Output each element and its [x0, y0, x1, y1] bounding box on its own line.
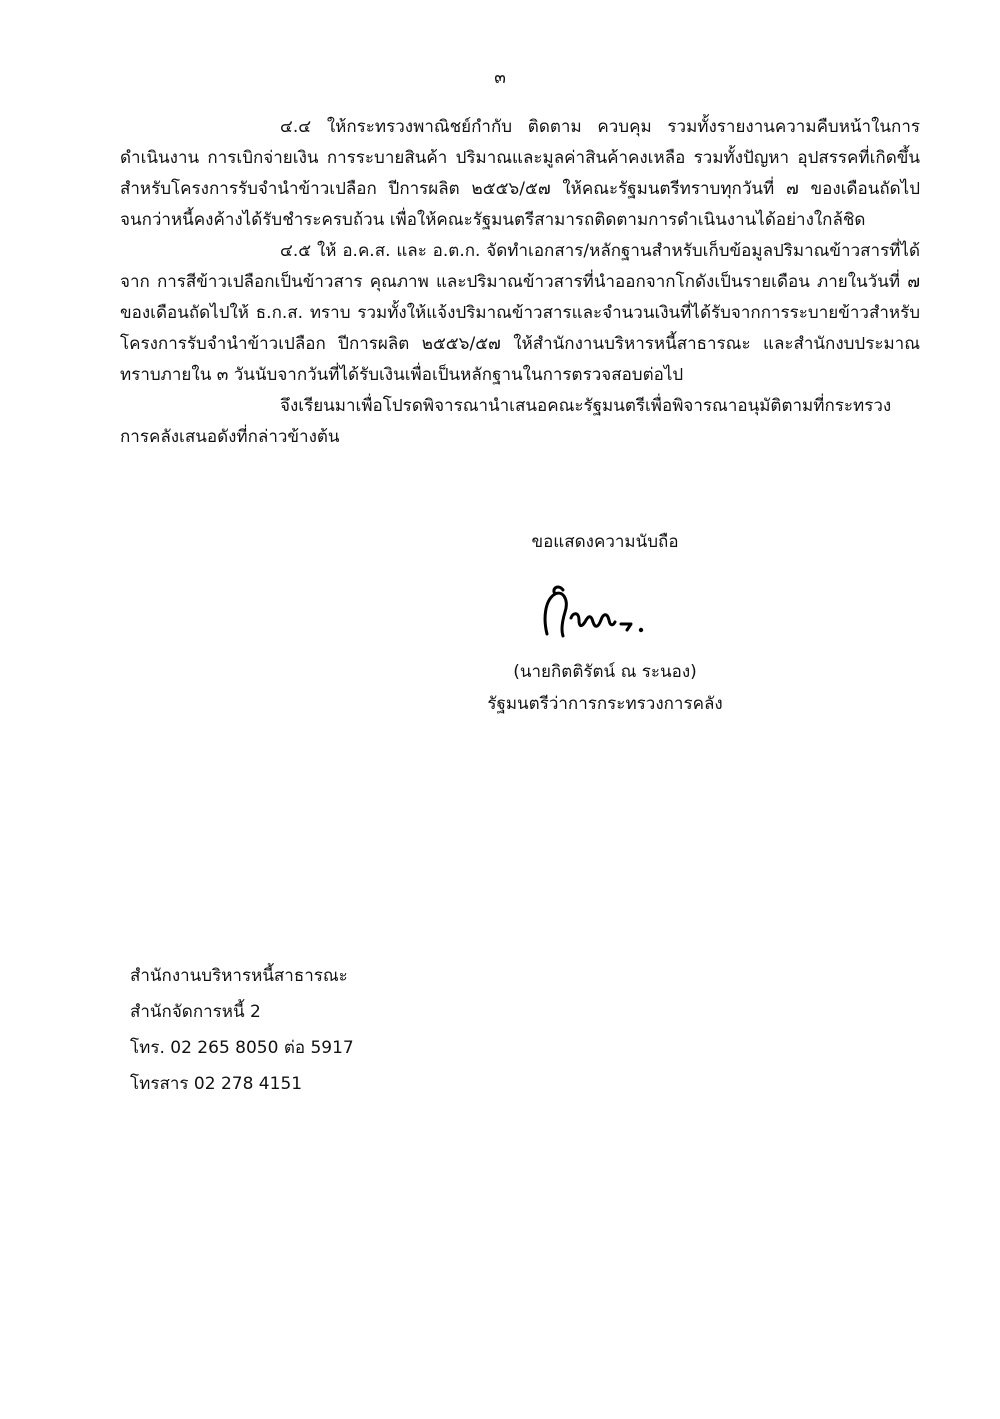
letter-body: [120, 112, 920, 453]
paragraph-closing-request: จึงเรียนมาเพื่อโปรดพิจารณานำเสนอคณะรัฐมนตรีเพื่อพิจารณาอนุมัติตามที่กระทรวงการคลังเสนอดังที่กล่าวข้างต้น: [120, 396, 892, 447]
signer-name: (นายกิตติรัตน์ ณ ระนอง): [513, 662, 697, 682]
paragraph-4-5: ๔.๕ ให้ อ.ค.ส. และ อ.ต.ก. จัดทำเอกสาร/หลักฐานสำหรับเก็บข้อมูลปริมาณข้าวสารที่ได้จาก การสีข้าวเปลือกเป็นข้าวสาร คุณภาพ และปริมาณข้าวสารที่นำออกจากโกดังเป็นรายเดือน ภายในวันที่ ๗ ของเดือนถัดไปให้ ธ.ก.ส. ทราบ รวมทั้งให้แจ้งปริมาณข้าวสารและจำนวนเงินที่ได้รับจากการระบายข้าวสำหรับโครงการรับจำนำข้าวเปลือก ปีการผลิต ๒๕๕๖/๕๗ ให้สำนักงานบริหารหนี้สาธารณะ และสำนักงบประมาณทราบภายใน ๓ วันนับจากวันที่ได้รับเงินเพื่อเป็นหลักฐานในการตรวจสอบต่อไป: [120, 241, 920, 385]
closing-phrase: ขอแสดงความนับถือ: [531, 532, 679, 552]
footer-division: สำนักจัดการหนี้ 2: [130, 1002, 261, 1022]
paragraph-4-4: ๔.๔ ให้กระทรวงพาณิชย์กำกับ ติดตาม ควบคุม รวมทั้งรายงานความคืบหน้าในการดำเนินงาน การเบิกจ่ายเงิน การระบายสินค้า ปริมาณและมูลค่าสินค้าคงเหลือ รวมทั้งปัญหา อุปสรรคที่เกิดขึ้น สำหรับโครงการรับจำนำข้าวเปลือก ปีการผลิต ๒๕๕๖/๕๗ ให้คณะรัฐมนตรีทราบทุกวันที่ ๗ ของเดือนถัดไป จนกว่าหนี้คงค้างได้รับชำระครบถ้วน เพื่อให้คณะรัฐมนตรีสามารถติดตามการดำเนินงานได้อย่างใกล้ชิด: [120, 117, 920, 230]
footer-phone: โทร. 02 265 8050 ต่อ 5917: [130, 1038, 354, 1058]
handwritten-signature-icon: [535, 578, 665, 648]
contact-footer: [130, 962, 354, 1106]
footer-office: สำนักงานบริหารหนี้สาธารณะ: [130, 966, 348, 986]
footer-fax: โทรสาร 02 278 4151: [130, 1074, 303, 1094]
signer-title: รัฐมนตรีว่าการกระทรวงการคลัง: [487, 694, 723, 714]
signature: [535, 578, 665, 648]
page-number: ๓: [494, 68, 506, 88]
